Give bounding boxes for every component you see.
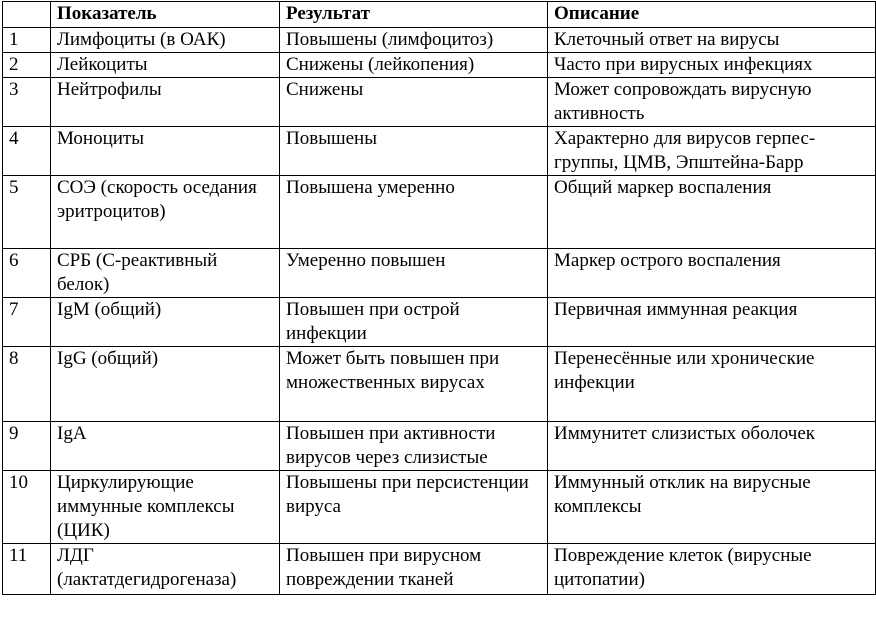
header-indicator: Показатель bbox=[51, 2, 280, 28]
row-description: Первичная иммунная реакция bbox=[548, 298, 876, 347]
row-indicator: СРБ (С-реактивный белок) bbox=[51, 249, 280, 298]
row-indicator: Нейтрофилы bbox=[51, 78, 280, 127]
table-row bbox=[3, 347, 876, 422]
table-row bbox=[3, 28, 876, 53]
row-indicator: Лейкоциты bbox=[51, 53, 280, 78]
lab-indicators-table bbox=[2, 1, 876, 595]
row-result: Снижены bbox=[280, 78, 548, 127]
row-number: 8 bbox=[3, 347, 51, 422]
table-row bbox=[3, 53, 876, 78]
row-indicator: Лимфоциты (в ОАК) bbox=[51, 28, 280, 53]
table-row bbox=[3, 249, 876, 298]
row-indicator: ЛДГ (лактатдегидрогеназа) bbox=[51, 544, 280, 595]
row-description: Клеточный ответ на вирусы bbox=[548, 28, 876, 53]
table-row bbox=[3, 544, 876, 595]
row-result: Умеренно повышен bbox=[280, 249, 548, 298]
row-number: 7 bbox=[3, 298, 51, 347]
row-number: 11 bbox=[3, 544, 51, 595]
row-indicator: IgG (общий) bbox=[51, 347, 280, 422]
row-result: Повышен при вирусном повреждении тканей bbox=[280, 544, 548, 595]
row-indicator: IgA bbox=[51, 422, 280, 471]
row-number: 9 bbox=[3, 422, 51, 471]
header-description: Описание bbox=[548, 2, 876, 28]
header-number bbox=[3, 2, 51, 28]
row-description: Повреждение клеток (вирусные цитопатии) bbox=[548, 544, 876, 595]
row-description: Характерно для вирусов герпес-группы, ЦМВ, Эпштейна-Барр bbox=[548, 127, 876, 176]
row-description: Иммунитет слизистых оболочек bbox=[548, 422, 876, 471]
row-description: Общий маркер воспаления bbox=[548, 176, 876, 249]
row-number: 6 bbox=[3, 249, 51, 298]
row-result: Повышен при активности вирусов через слизистые bbox=[280, 422, 548, 471]
row-description: Часто при вирусных инфекциях bbox=[548, 53, 876, 78]
row-indicator: IgM (общий) bbox=[51, 298, 280, 347]
row-description: Перенесённые или хронические инфекции bbox=[548, 347, 876, 422]
row-description: Может сопровождать вирусную активность bbox=[548, 78, 876, 127]
row-result: Снижены (лейкопения) bbox=[280, 53, 548, 78]
table-row bbox=[3, 176, 876, 249]
row-description: Маркер острого воспаления bbox=[548, 249, 876, 298]
row-result: Повышены (лимфоцитоз) bbox=[280, 28, 548, 53]
table-row bbox=[3, 471, 876, 544]
row-result: Повышена умеренно bbox=[280, 176, 548, 249]
row-indicator: СОЭ (скорость оседания эритроцитов) bbox=[51, 176, 280, 249]
table-row bbox=[3, 298, 876, 347]
row-number: 5 bbox=[3, 176, 51, 249]
table-row bbox=[3, 127, 876, 176]
row-result: Может быть повышен при множественных вирусах bbox=[280, 347, 548, 422]
row-result: Повышен при острой инфекции bbox=[280, 298, 548, 347]
row-number: 4 bbox=[3, 127, 51, 176]
row-description: Иммунный отклик на вирусные комплексы bbox=[548, 471, 876, 544]
row-indicator: Моноциты bbox=[51, 127, 280, 176]
row-number: 3 bbox=[3, 78, 51, 127]
row-indicator: Циркулирующие иммунные комплексы (ЦИК) bbox=[51, 471, 280, 544]
header-result: Результат bbox=[280, 2, 548, 28]
table-header-row bbox=[3, 2, 876, 28]
row-number: 2 bbox=[3, 53, 51, 78]
row-number: 10 bbox=[3, 471, 51, 544]
table-row bbox=[3, 422, 876, 471]
row-result: Повышены bbox=[280, 127, 548, 176]
table-row bbox=[3, 78, 876, 127]
row-number: 1 bbox=[3, 28, 51, 53]
row-result: Повышены при персистенции вируса bbox=[280, 471, 548, 544]
